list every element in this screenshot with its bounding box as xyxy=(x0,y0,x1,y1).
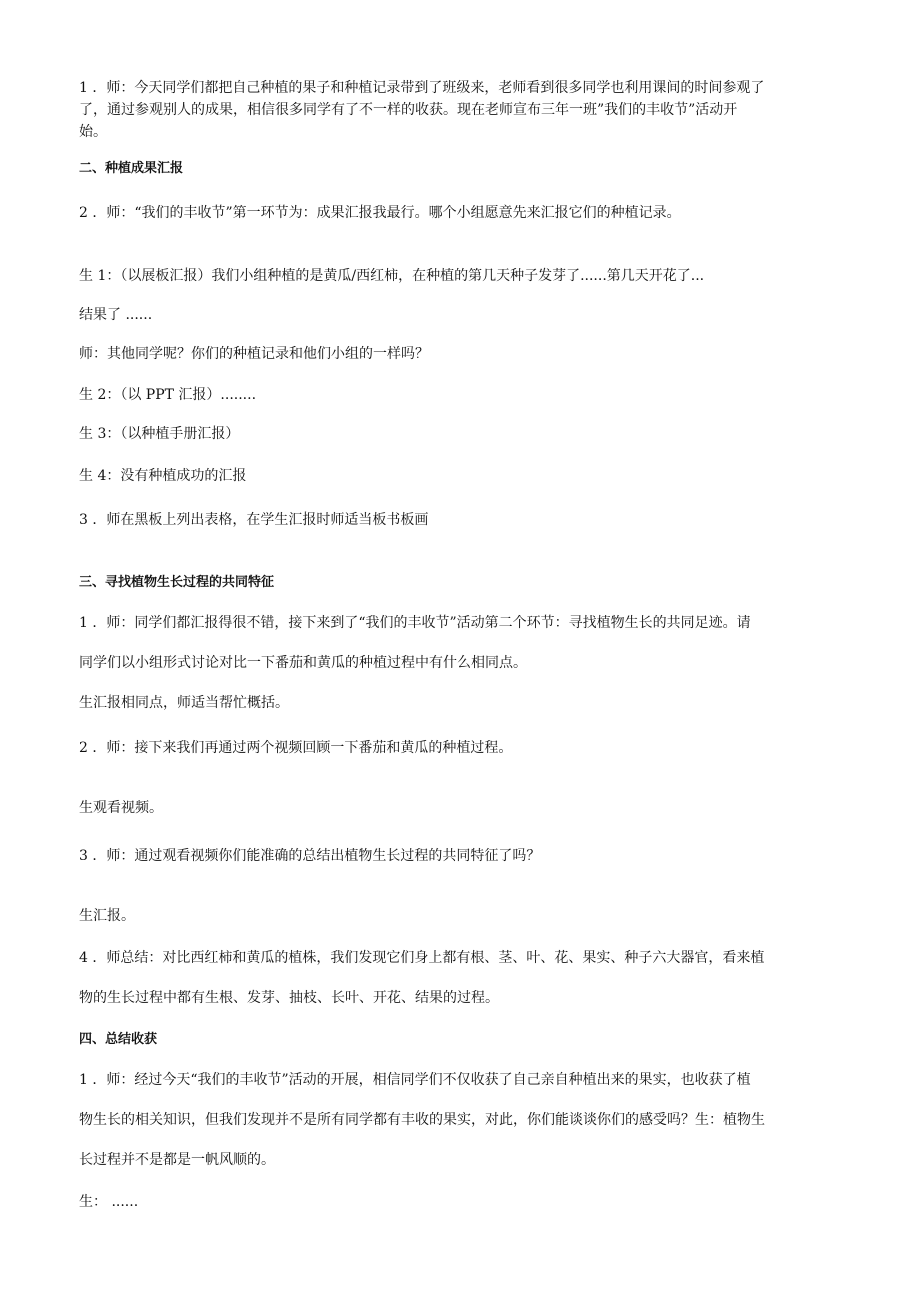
text-line: 1 ．师：经过今天“我们的丰收节”活动的开展，相信同学们不仅收获了自己亲自种植出来的果实，也收获了植 xyxy=(79,1072,751,1088)
text-line: 生观看视频。 xyxy=(79,800,163,816)
text-line: 生 4：没有种植成功的汇报 xyxy=(79,468,247,484)
text-line: 物的生长过程中都有生根、发芽、抽枝、长叶、开花、结果的过程。 xyxy=(79,990,499,1006)
text-line: 4 ．师总结：对比西红柿和黄瓜的植株，我们发现它们身上都有根、茎、叶、花、果实、种子六大器官，看来植 xyxy=(79,950,765,966)
text-line: 同学们以小组形式讨论对比一下番茄和黄瓜的种植过程中有什么相同点。 xyxy=(79,655,527,671)
text-line: 师：其他同学呢？你们的种植记录和他们小组的一样吗？ xyxy=(79,346,429,362)
text-line: 了，通过参观别人的成果，相信很多同学有了不一样的收获。现在老师宣布三年一班”我们的丰收节”活动开 xyxy=(79,102,738,118)
text-line: 生 1：（以展板汇报）我们小组种植的是黄瓜/西红柿，在种植的第几天种子发芽了......第几天开花了... xyxy=(79,268,705,284)
text-line: 生： ...... xyxy=(79,1194,139,1210)
text-line: 2 ．师：“我们的丰收节”第一环节为：成果汇报我最行。哪个小组愿意先来汇报它们的种植记录。 xyxy=(79,205,681,221)
section-heading: 四、总结收获 xyxy=(79,1032,158,1047)
text-line: 物生长的相关知识，但我们发现并不是所有同学都有丰收的果实，对此，你们能谈谈你们的感受吗？生：植物生 xyxy=(79,1112,765,1128)
text-line: 3 ．师在黑板上列出表格，在学生汇报时师适当板书板画 xyxy=(79,512,429,528)
section-heading: 三、寻找植物生长过程的共同特征 xyxy=(79,575,275,590)
text-line: 2 ．师：接下来我们再通过两个视频回顾一下番茄和黄瓜的种植过程。 xyxy=(79,740,513,756)
text-line: 始。 xyxy=(79,124,107,140)
text-line: 生 2：（以 PPT 汇报）........ xyxy=(79,387,257,403)
text-line: 结果了 ...... xyxy=(79,307,153,323)
text-line: 生汇报相同点，师适当帮忙概括。 xyxy=(79,695,289,711)
text-line: 生汇报。 xyxy=(79,908,135,924)
text-line: 长过程并不是都是一帆风顺的。 xyxy=(79,1152,275,1168)
text-line: 1 ．师：同学们都汇报得很不错，接下来到了“我们的丰收节”活动第二个环节：寻找植物生长的共同足迹。请 xyxy=(79,615,751,631)
text-line: 3 ．师：通过观看视频你们能准确的总结出植物生长过程的共同特征了吗？ xyxy=(79,848,541,864)
text-line: 1 ．师：今天同学们都把自己种植的果子和种植记录带到了班级来，老师看到很多同学也利用课间的时间参观了 xyxy=(79,80,765,96)
section-heading: 二、种植成果汇报 xyxy=(79,161,184,176)
text-line: 生 3：（以种植手册汇报） xyxy=(79,426,240,442)
